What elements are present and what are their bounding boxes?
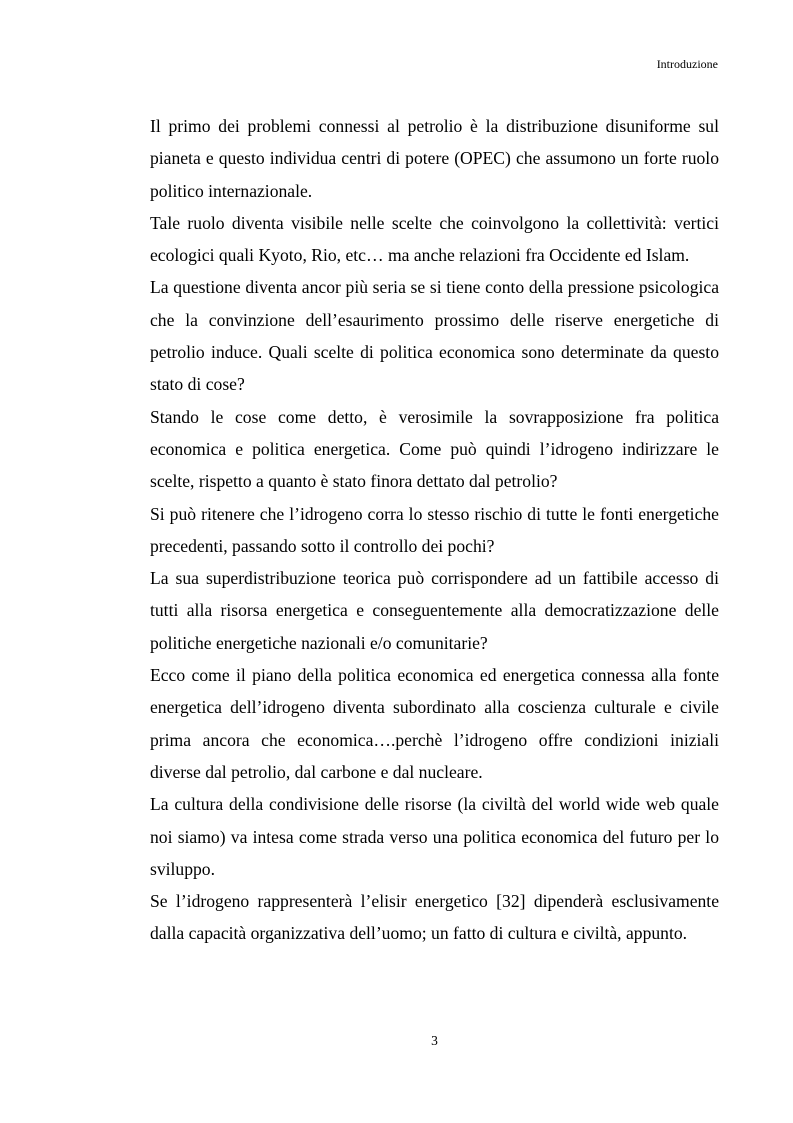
paragraph-psychological-pressure: La questione diventa ancor più seria se si tiene conto della pressione psicologica che la convinzione dell’esaurimento prossimo delle riserve energetiche di petrolio induce. Quali scelte di politica economica sono determinate da questo stato di cose? — [150, 277, 719, 395]
paragraph-democratization: La sua superdistribuzione teorica può corrispondere ad un fattibile accesso di tutti alla risorsa energetica e conseguentemente alla democratizzazione delle politiche energetiche nazionali e/o comunitarie? — [150, 568, 719, 653]
paragraph-policy-overlap: Stando le cose come detto, è verosimile la sovrapposizione fra politica economica e politica energetica. Come può quindi l’idrogeno indirizzare le scelte, rispetto a quanto è stato finora dettato dal petrolio? — [150, 406, 719, 492]
body-text — [150, 110, 719, 950]
paragraph-resource-sharing: La cultura della condivisione delle risorse (la civiltà del world wide web quale noi siamo) va intesa come strada verso una politica economica del futuro per lo sviluppo. — [150, 794, 719, 879]
running-header: Introduzione — [656, 57, 718, 71]
paragraph-collective-choices: Tale ruolo diventa visibile nelle scelte che coinvolgono la collettività: vertici ecologici quali Kyoto, Rio, etc… ma anche relazioni fra Occidente ed Islam. — [150, 212, 719, 266]
paragraph-opec: Il primo dei problemi connessi al petrolio è la distribuzione disuniforme sul pianeta e questo individua centri di potere (OPEC) che assumono un forte ruolo politico internazionale. — [150, 116, 719, 201]
paragraph-cultural-awareness: Ecco come il piano della politica economica ed energetica connessa alla fonte energetica dell’idrogeno diventa subordinato alla coscienza culturale e civile prima ancora che economica….perchè l’idrogeno offre condizioni iniziali diverse dal petrolio, dal carbone e dal nucleare. — [150, 665, 719, 782]
page-number: 3 — [431, 1033, 438, 1048]
paragraph-energy-elixir: Se l’idrogeno rappresenterà l’elisir energetico [32] dipenderà esclusivamente dalla capacità organizzativa dell’uomo; un fatto di cultura e civiltà, appunto. — [150, 891, 719, 944]
paragraph-control-risk: Si può ritenere che l’idrogeno corra lo stesso rischio di tutte le fonti energetiche precedenti, passando sotto il controllo dei pochi? — [150, 503, 719, 556]
